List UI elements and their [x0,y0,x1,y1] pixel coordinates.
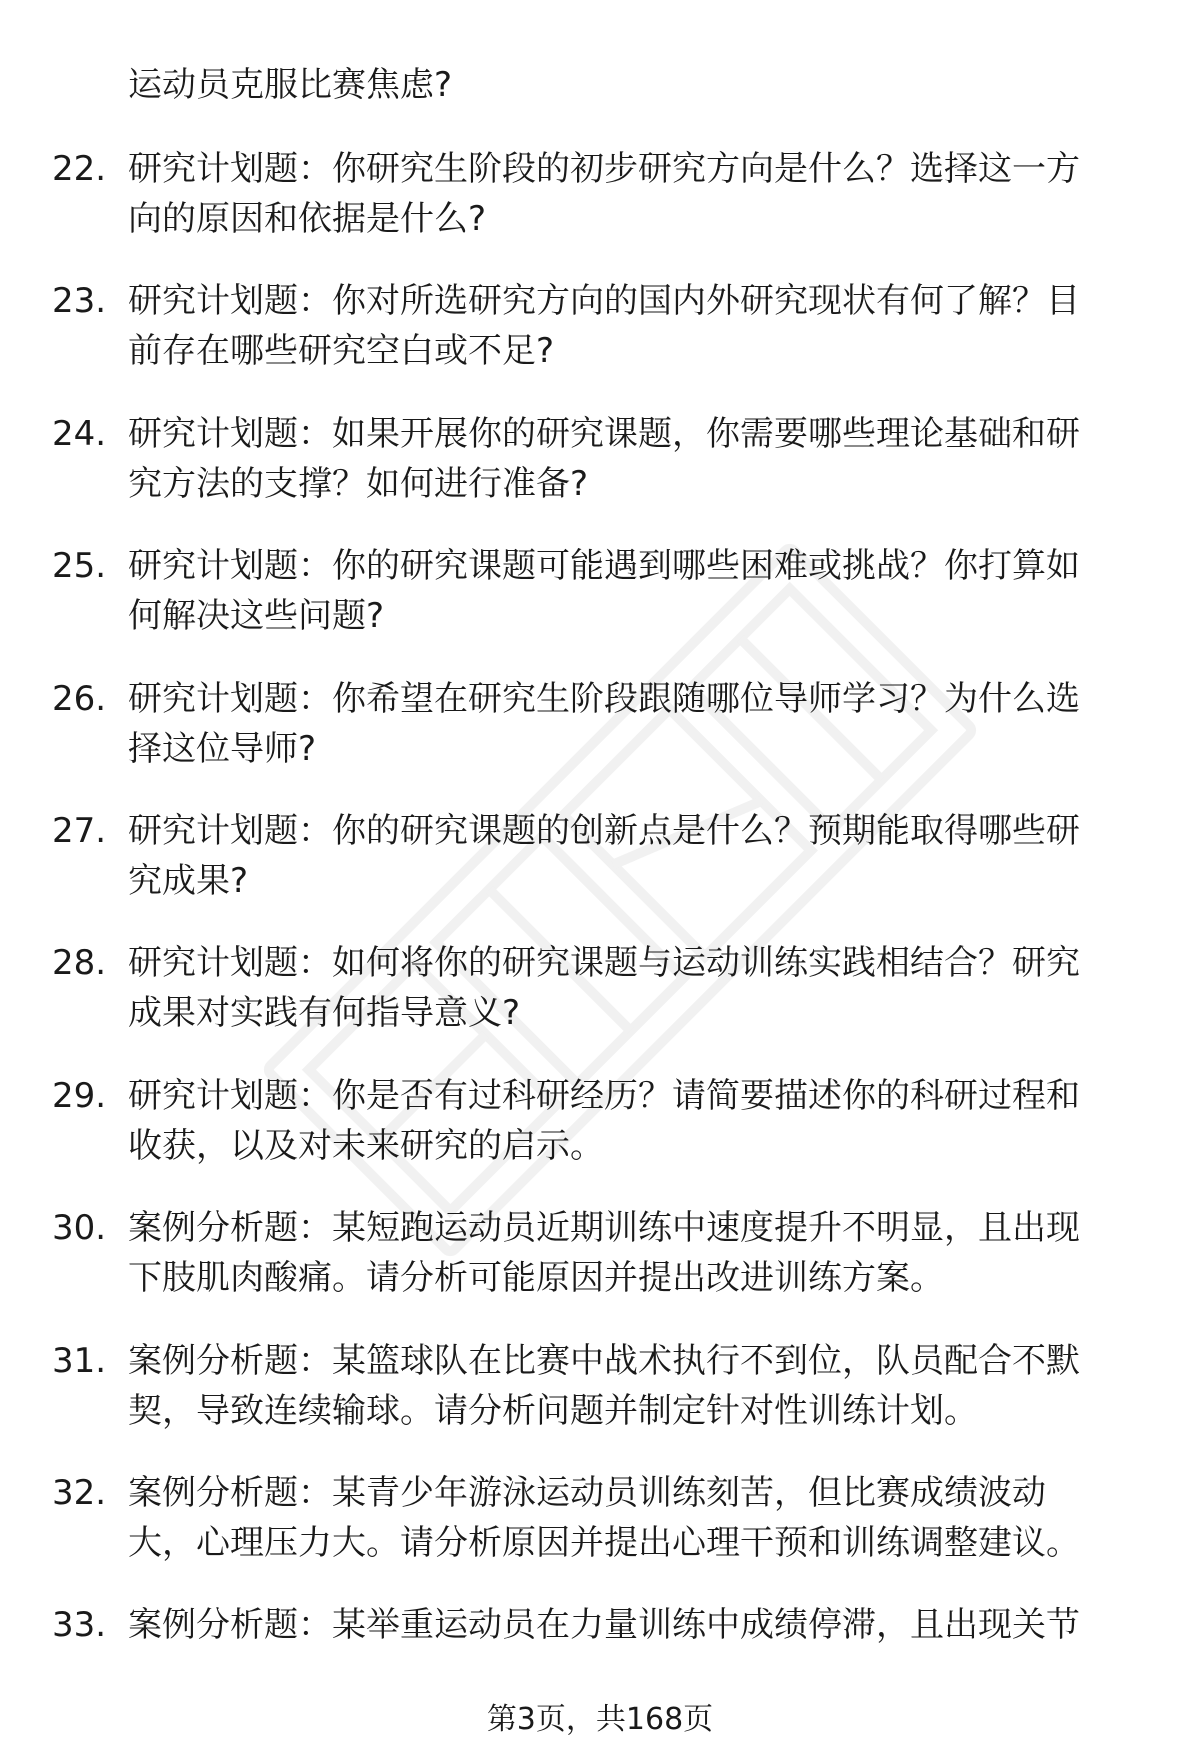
question-item [0,1336,1200,1436]
question-item [0,409,1200,509]
continued-question-text: 运动员克服比赛焦虑? [128,65,453,105]
question-item [0,144,1200,244]
question-number: 25. [52,546,107,587]
question-number: 31. [52,1340,107,1381]
question-item [0,806,1200,906]
question-number: 26. [52,678,107,719]
question-number: 28. [52,943,107,984]
question-text: 研究计划题：你对所选研究方向的国内外研究现状有何了解？目 前存在哪些研究空白或不足? [128,281,1080,372]
question-text: 研究计划题：如果开展你的研究课题，你需要哪些理论基础和研 究方法的支撑？如何进行准备? [128,413,1080,504]
question-text: 研究计划题：你希望在研究生阶段跟随哪位导师学习？为什么选 择这位导师? [128,678,1080,769]
question-text: 案例分析题：某篮球队在比赛中战术执行不到位，队员配合不默 契，导致连续输球。请分析问题并制定针对性训练计划。 [128,1340,1080,1431]
question-text: 研究计划题：你的研究课题可能遇到哪些困难或挑战？你打算如 何解决这些问题? [128,546,1080,637]
question-text: 案例分析题：某短跑运动员近期训练中速度提升不明显，且出现 下肢肌肉酸痛。请分析可能原因并提出改进训练方案。 [128,1208,1080,1299]
question-item [0,1600,1200,1700]
question-text: 案例分析题：某青少年游泳运动员训练刻苦，但比赛成绩波动 大，心理压力大。请分析原因并提出心理干预和训练调整建议。 [128,1472,1080,1563]
question-text: 研究计划题：如何将你的研究课题与运动训练实践相结合？研究 成果对实践有何指导意义? [128,943,1080,1034]
question-text: 研究计划题：你的研究课题的创新点是什么？预期能取得哪些研 究成果? [128,810,1080,901]
question-number: 23. [52,281,107,322]
question-number: 29. [52,1075,107,1116]
question-number: 32. [52,1472,107,1513]
question-number: 33. [52,1605,107,1646]
question-item [0,541,1200,641]
question-text: 研究计划题：你是否有过科研经历？请简要描述你的科研过程和 收获，以及对未来研究的启示。 [128,1075,1080,1166]
question-number: 27. [52,810,107,851]
question-item [0,674,1200,774]
question-item [0,276,1200,376]
question-item [0,1468,1200,1568]
question-list [0,144,1200,1733]
question-item [0,1071,1200,1171]
page-footer: 第3页，共168页 [486,1702,714,1737]
question-text: 研究计划题：你研究生阶段的初步研究方向是什么？选择这一方 向的原因和依据是什么? [128,149,1080,239]
question-item [0,938,1200,1038]
question-number: 30. [52,1208,107,1249]
question-text: 案例分析题：某举重运动员在力量训练中成绩停滞，且出现关节 [128,1605,1080,1646]
question-number: 22. [52,149,107,189]
question-item [0,1203,1200,1303]
question-number: 24. [52,413,107,454]
